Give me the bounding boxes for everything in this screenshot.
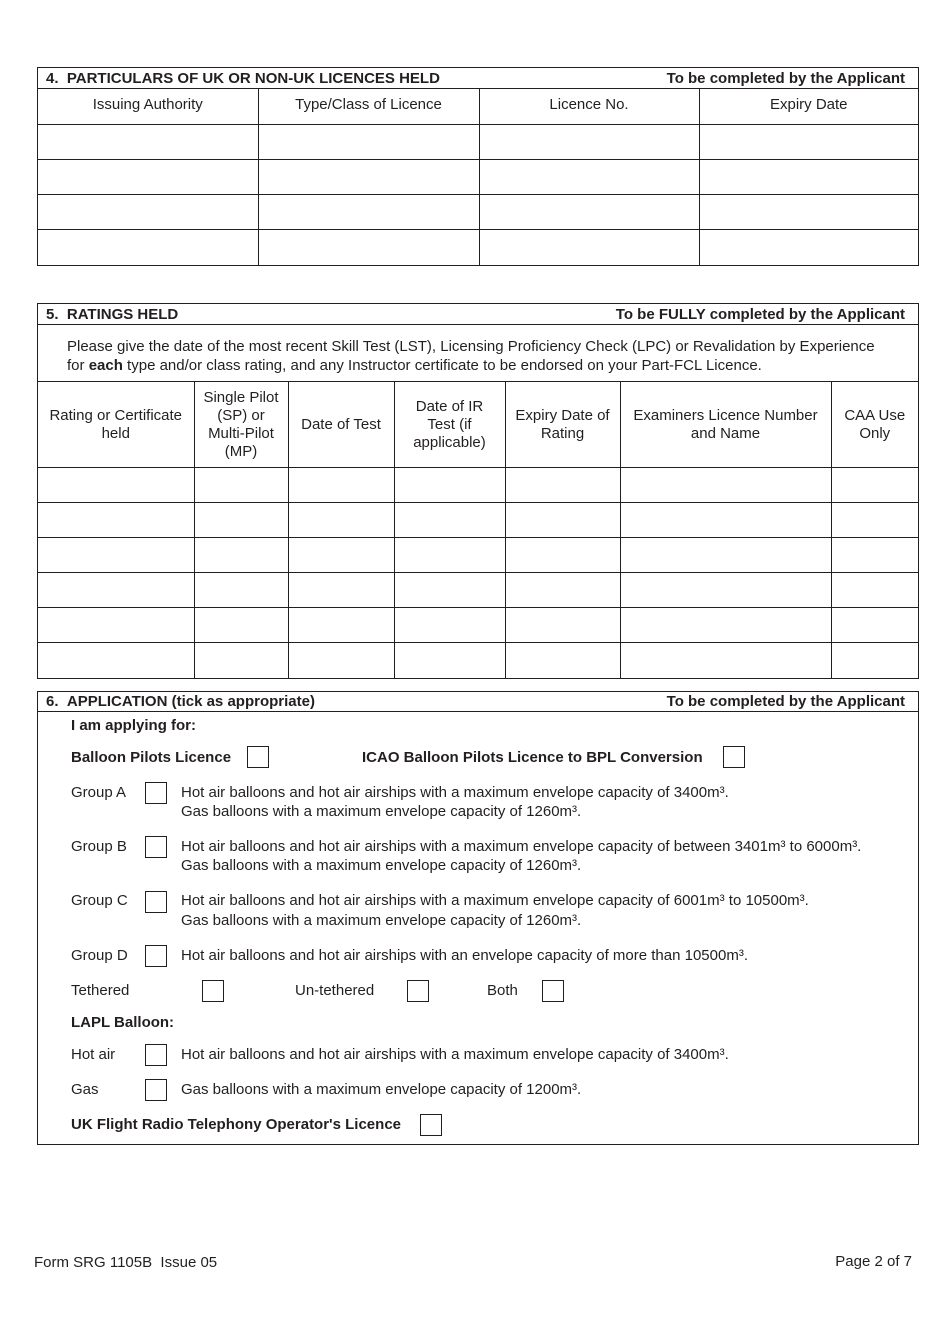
table-cell[interactable] xyxy=(620,643,831,678)
lapl-hot-air-description: Hot air balloons and hot air airships with a maximum envelope capacity of 3400m³. xyxy=(181,1046,729,1063)
table-cell[interactable] xyxy=(194,468,288,503)
instructions-line-2: for each type and/or class rating, and any Instructor certificate to be endorsed on your Part-FCL Licence. xyxy=(67,357,762,374)
table-cell[interactable] xyxy=(505,608,620,643)
applying-for-heading: I am applying for: xyxy=(71,717,197,734)
section-4-header xyxy=(38,68,918,88)
lapl-gas-label: Gas xyxy=(71,1081,99,1098)
column-header: CAA Use Only xyxy=(831,382,918,468)
column-header: Single Pilot (SP) or Multi-Pilot (MP) xyxy=(194,382,288,468)
column-header: Issuing Authority xyxy=(38,89,258,125)
table-cell[interactable] xyxy=(394,573,505,608)
table-cell[interactable] xyxy=(620,608,831,643)
column-header: Type/Class of Licence xyxy=(258,89,479,125)
table-cell[interactable] xyxy=(258,160,479,195)
table-cell[interactable] xyxy=(479,230,699,265)
section-6-header xyxy=(38,692,918,712)
group-d-description-line-1: Hot air balloons and hot air airships with an envelope capacity of more than 10500m³. xyxy=(181,947,748,964)
section-5-instructions xyxy=(38,324,918,381)
column-header: Licence No. xyxy=(479,89,699,125)
column-header: Examiners Licence Number and Name xyxy=(620,382,831,468)
table-cell[interactable] xyxy=(288,503,394,538)
group-a-checkbox[interactable] xyxy=(145,782,167,804)
frto-checkbox[interactable] xyxy=(420,1114,442,1136)
section-5-note: To be FULLY completed by the Applicant xyxy=(615,305,905,323)
lapl-gas-description: Gas balloons with a maximum envelope capacity of 1200m³. xyxy=(181,1081,582,1098)
group-c-description-line-1: Hot air balloons and hot air airships with a maximum envelope capacity of 6001m³ to 10500m³. xyxy=(181,892,809,909)
both-checkbox[interactable] xyxy=(542,980,564,1002)
section-5-title: 5. RATINGS HELD xyxy=(46,305,179,323)
group-c-checkbox[interactable] xyxy=(145,891,167,913)
licences-table xyxy=(38,88,918,265)
section-4-title: 4. PARTICULARS OF UK OR NON-UK LICENCES HELD xyxy=(46,69,440,87)
table-cell[interactable] xyxy=(394,503,505,538)
table-cell[interactable] xyxy=(38,608,194,643)
table-cell[interactable] xyxy=(194,608,288,643)
table-cell[interactable] xyxy=(699,230,918,265)
table-cell[interactable] xyxy=(505,538,620,573)
table-cell[interactable] xyxy=(288,643,394,678)
table-cell[interactable] xyxy=(38,573,194,608)
untethered-checkbox[interactable] xyxy=(407,980,429,1002)
column-header: Date of IR Test (if applicable) xyxy=(394,382,505,468)
table-cell xyxy=(831,608,918,643)
table-cell[interactable] xyxy=(194,643,288,678)
page-number: Page 2 of 7 xyxy=(835,1253,912,1270)
table-cell[interactable] xyxy=(505,468,620,503)
group-d-label: Group D xyxy=(71,947,128,964)
table-cell[interactable] xyxy=(258,195,479,230)
bpl-label: Balloon Pilots Licence xyxy=(71,749,232,766)
untethered-label: Un-tethered xyxy=(295,982,375,999)
group-b-label: Group B xyxy=(71,838,127,855)
column-header: Expiry Date xyxy=(699,89,918,125)
table-cell[interactable] xyxy=(38,538,194,573)
lapl-hot-air-label: Hot air xyxy=(71,1046,116,1063)
table-cell[interactable] xyxy=(288,608,394,643)
table-cell xyxy=(831,573,918,608)
instructions-line-1: Please give the date of the most recent Skill Test (LST), Licensing Proficiency Check (LPC) or Revalidation by Experience xyxy=(67,338,875,355)
group-c-label: Group C xyxy=(71,892,128,909)
column-header: Date of Test xyxy=(288,382,394,468)
table-cell[interactable] xyxy=(288,468,394,503)
table-cell xyxy=(831,643,918,678)
ratings-table xyxy=(38,381,918,678)
section-4-licences-held xyxy=(37,67,919,266)
table-cell[interactable] xyxy=(194,538,288,573)
table-cell[interactable] xyxy=(194,573,288,608)
table-cell[interactable] xyxy=(38,160,258,195)
table-cell[interactable] xyxy=(38,468,194,503)
table-cell[interactable] xyxy=(38,125,258,160)
table-cell xyxy=(831,468,918,503)
group-d-checkbox[interactable] xyxy=(145,945,167,967)
table-cell[interactable] xyxy=(479,195,699,230)
lapl-hot-air-checkbox[interactable] xyxy=(145,1044,167,1066)
table-cell[interactable] xyxy=(699,195,918,230)
column-header: Expiry Date of Rating xyxy=(505,382,620,468)
table-cell[interactable] xyxy=(620,468,831,503)
table-cell[interactable] xyxy=(38,230,258,265)
table-cell[interactable] xyxy=(479,125,699,160)
table-cell[interactable] xyxy=(699,160,918,195)
table-cell[interactable] xyxy=(394,538,505,573)
tethered-label: Tethered xyxy=(71,982,130,999)
icao-conversion-label: ICAO Balloon Pilots Licence to BPL Conversion xyxy=(362,749,703,766)
group-b-description-line-2: Gas balloons with a maximum envelope capacity of 1260m³. xyxy=(181,857,582,874)
table-cell[interactable] xyxy=(38,195,258,230)
both-label: Both xyxy=(487,982,518,999)
table-cell[interactable] xyxy=(288,573,394,608)
column-header: Rating or Certificate held xyxy=(38,382,194,468)
table-cell[interactable] xyxy=(479,160,699,195)
group-b-checkbox[interactable] xyxy=(145,836,167,858)
table-cell[interactable] xyxy=(38,643,194,678)
table-cell[interactable] xyxy=(620,503,831,538)
table-cell[interactable] xyxy=(505,503,620,538)
table-cell xyxy=(831,503,918,538)
table-cell[interactable] xyxy=(258,230,479,265)
group-c-description-line-2: Gas balloons with a maximum envelope capacity of 1260m³. xyxy=(181,912,582,929)
table-cell[interactable] xyxy=(288,538,394,573)
table-cell[interactable] xyxy=(394,468,505,503)
group-a-description-line-1: Hot air balloons and hot air airships with a maximum envelope capacity of 3400m³. xyxy=(181,784,729,801)
table-cell[interactable] xyxy=(394,643,505,678)
tethered-checkbox[interactable] xyxy=(202,980,224,1002)
group-a-label: Group A xyxy=(71,784,127,801)
table-cell[interactable] xyxy=(505,573,620,608)
table-cell[interactable] xyxy=(394,608,505,643)
section-5-header xyxy=(38,304,918,324)
table-cell[interactable] xyxy=(194,503,288,538)
section-5-ratings-held xyxy=(37,303,919,679)
bpl-checkbox[interactable] xyxy=(247,746,269,768)
table-cell[interactable] xyxy=(620,538,831,573)
group-a-description-line-2: Gas balloons with a maximum envelope capacity of 1260m³. xyxy=(181,803,582,820)
lapl-heading: LAPL Balloon: xyxy=(71,1014,175,1031)
table-cell[interactable] xyxy=(258,125,479,160)
table-cell[interactable] xyxy=(505,643,620,678)
table-cell[interactable] xyxy=(699,125,918,160)
icao-conversion-checkbox[interactable] xyxy=(723,746,745,768)
form-identifier: Form SRG 1105B Issue 05 xyxy=(34,1254,218,1271)
table-cell xyxy=(831,538,918,573)
table-cell[interactable] xyxy=(620,573,831,608)
section-6-note: To be completed by the Applicant xyxy=(666,693,905,710)
lapl-gas-checkbox[interactable] xyxy=(145,1079,167,1101)
table-cell[interactable] xyxy=(38,503,194,538)
section-6-title: 6. APPLICATION (tick as appropriate) xyxy=(46,693,315,710)
group-b-description-line-1: Hot air balloons and hot air airships with a maximum envelope capacity of between 3401m³ to 6000m³. xyxy=(181,838,862,855)
section-4-note: To be completed by the Applicant xyxy=(666,69,905,87)
frto-label: UK Flight Radio Telephony Operator's Licence xyxy=(71,1116,401,1133)
